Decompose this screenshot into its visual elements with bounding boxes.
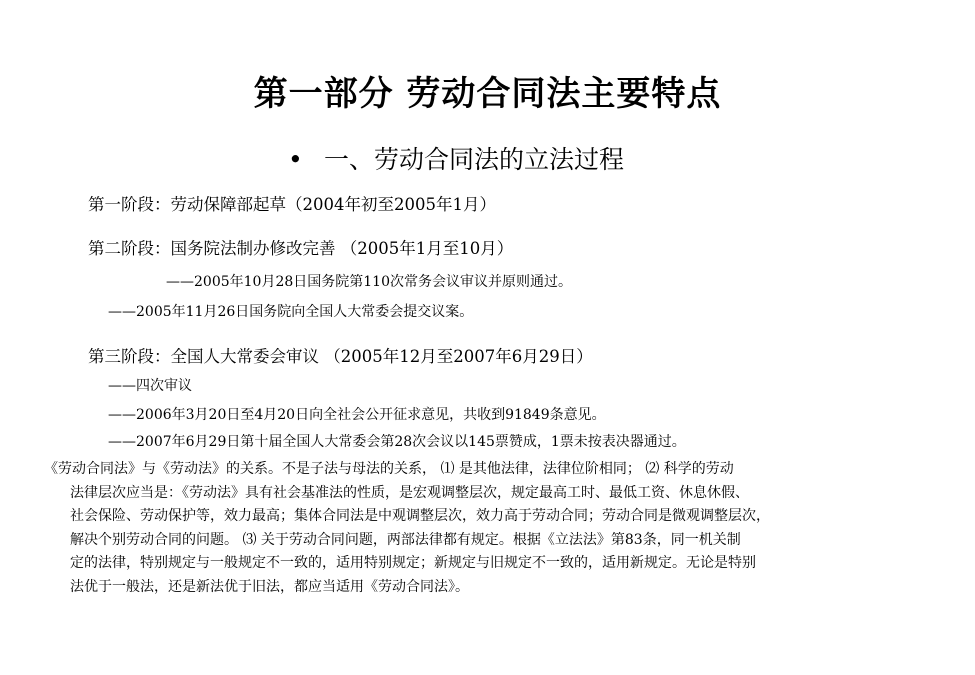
stage-2-detail-1: ——2005年10月28日国务院第110次常务会议审议并原则通过。 (166, 274, 572, 290)
stage-3: 第三阶段：全国人大常委会审议 （2005年12月至2007年6月29日） (88, 347, 593, 366)
paragraph-line: 《劳动合同法》与《劳动法》的关系。不是子法与母法的关系， ⑴ 是其他法律，法律位阶相同； ⑵ 科学的劳动 (44, 461, 734, 477)
section-heading-text: 一、劳动合同法的立法过程 (324, 145, 625, 174)
stage-2-detail-2: ——2005年11月26日国务院向全国人大常委会提交议案。 (108, 304, 474, 320)
section-heading (288, 140, 624, 176)
paragraph-line: 定的法律，特别规定与一般规定不一致的，适用特别规定；新规定与旧规定不一致的，适用新规定。无论是特别 (70, 555, 756, 571)
paragraph-line: 法优于一般法，还是新法优于旧法，都应当适用《劳动合同法》。 (70, 578, 469, 595)
stage-3-detail-3: ——2007年6月29日第十届全国人大常委会第28次会议以145票赞成，1票未按表决器通过。 (108, 434, 686, 450)
paragraph-line: 解决个别劳动合同的问题。 ⑶ 关于劳动合同问题，两部法律都有规定。根据《立法法》第83条，同一机关制 (70, 531, 741, 548)
page-title: 第一部分 劳动合同法主要特点 (253, 74, 722, 114)
stage-3-detail-1: ——四次审议 (108, 378, 192, 394)
paragraph-line: 社会保险、劳动保护等，效力最高；集体合同法是中观调整层次，效力高于劳动合同；劳动合同是微观调整层次， (70, 508, 770, 524)
bullet-icon: • (288, 145, 303, 174)
stage-3-detail-2: ——2006年3月20日至4月20日向全社会公开征求意见，共收到91849条意见。 (108, 407, 606, 423)
stage-2: 第二阶段：国务院法制办修改完善 （2005年1月至10月） (88, 239, 514, 258)
paragraph-line: 法律层次应当是：《劳动法》具有社会基准法的性质，是宏观调整层次，规定最高工时、最低工资、休息休假、 (70, 484, 749, 501)
relationship-paragraph (44, 458, 964, 599)
stage-1: 第一阶段：劳动保障部起草（2004年初至2005年1月） (88, 195, 496, 214)
